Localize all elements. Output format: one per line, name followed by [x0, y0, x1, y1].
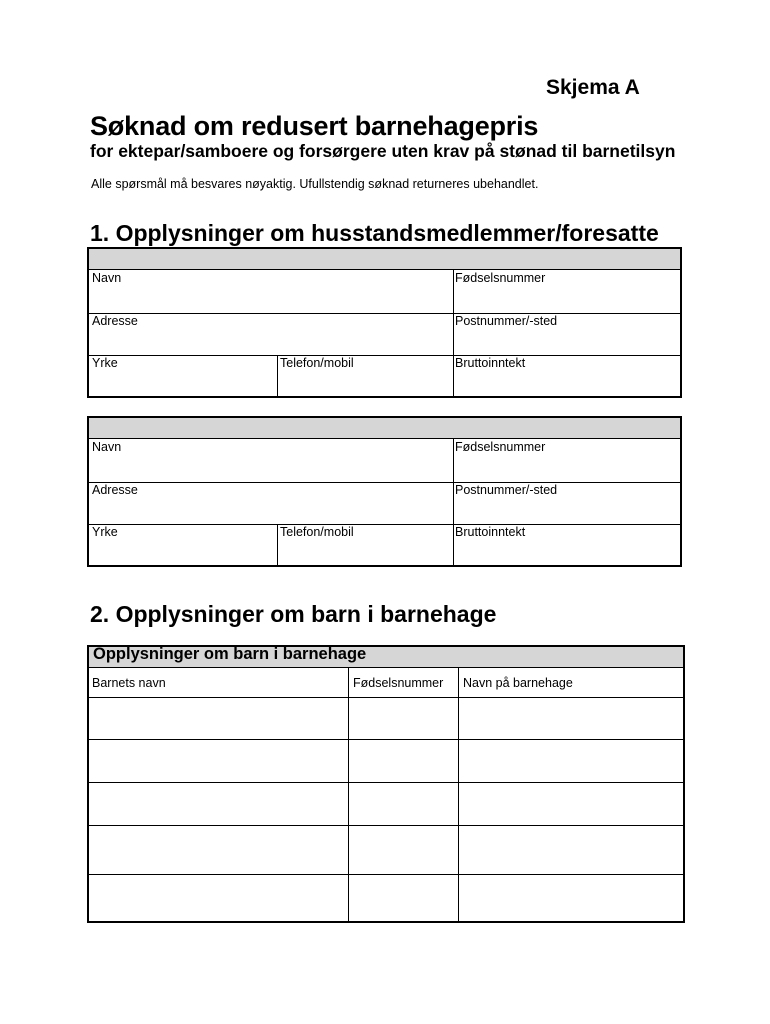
name-field[interactable]	[89, 439, 453, 482]
birth-number-cell[interactable]	[349, 875, 458, 921]
occupation-label: Yrke	[92, 525, 118, 539]
child-name-cell[interactable]	[89, 783, 348, 825]
income-label: Bruttoinntekt	[455, 525, 526, 539]
guardian-box-band	[89, 249, 680, 270]
phone-label: Telefon/mobil	[280, 356, 354, 370]
form-subtitle: for ektepar/samboere og forsørgere uten krav på stønad til barnetilsyn	[90, 141, 676, 161]
column-header-kindergarten: Navn på barnehage	[463, 676, 573, 690]
kindergarten-cell[interactable]	[459, 826, 683, 874]
address-field[interactable]	[89, 483, 453, 524]
occupation-label: Yrke	[92, 356, 118, 370]
form-id: Skjema A	[546, 76, 640, 99]
kindergarten-cell[interactable]	[459, 740, 683, 782]
guardian-box-2	[87, 416, 682, 567]
name-field[interactable]	[89, 270, 453, 313]
birth-number-label: Fødselsnummer	[455, 440, 546, 454]
address-label: Adresse	[92, 314, 138, 328]
section-2-heading: 2. Opplysninger om barn i barnehage	[90, 601, 497, 627]
postal-label: Postnummer/-sted	[455, 314, 558, 328]
kindergarten-cell[interactable]	[459, 875, 683, 921]
form-instruction: Alle spørsmål må besvares nøyaktig. Ufullstendig søknad returneres ubehandlet.	[91, 177, 539, 191]
name-label: Navn	[92, 440, 122, 454]
birth-number-cell[interactable]	[349, 740, 458, 782]
child-name-cell[interactable]	[89, 740, 348, 782]
table-title: Opplysninger om barn i barnehage	[93, 645, 367, 663]
child-name-cell[interactable]	[89, 826, 348, 874]
address-label: Adresse	[92, 483, 138, 497]
name-label: Navn	[92, 271, 122, 285]
guardian-box-1	[87, 247, 682, 398]
children-table	[87, 645, 685, 923]
kindergarten-cell[interactable]	[459, 783, 683, 825]
income-label: Bruttoinntekt	[455, 356, 526, 370]
form-title: Søknad om redusert barnehagepris	[90, 111, 539, 141]
column-header-child-name: Barnets navn	[92, 676, 166, 690]
birth-number-cell[interactable]	[349, 698, 458, 739]
birth-number-label: Fødselsnummer	[455, 271, 546, 285]
birth-number-cell[interactable]	[349, 783, 458, 825]
guardian-box-band	[89, 418, 680, 439]
section-1-heading: 1. Opplysninger om husstandsmedlemmer/foresatte	[90, 220, 659, 246]
column-header-birth-number: Fødselsnummer	[353, 676, 444, 690]
child-name-cell[interactable]	[89, 875, 348, 921]
birth-number-cell[interactable]	[349, 826, 458, 874]
kindergarten-cell[interactable]	[459, 698, 683, 739]
table-title-band	[89, 647, 683, 668]
postal-label: Postnummer/-sted	[455, 483, 558, 497]
phone-label: Telefon/mobil	[280, 525, 354, 539]
child-name-cell[interactable]	[89, 698, 348, 739]
address-field[interactable]	[89, 314, 453, 355]
